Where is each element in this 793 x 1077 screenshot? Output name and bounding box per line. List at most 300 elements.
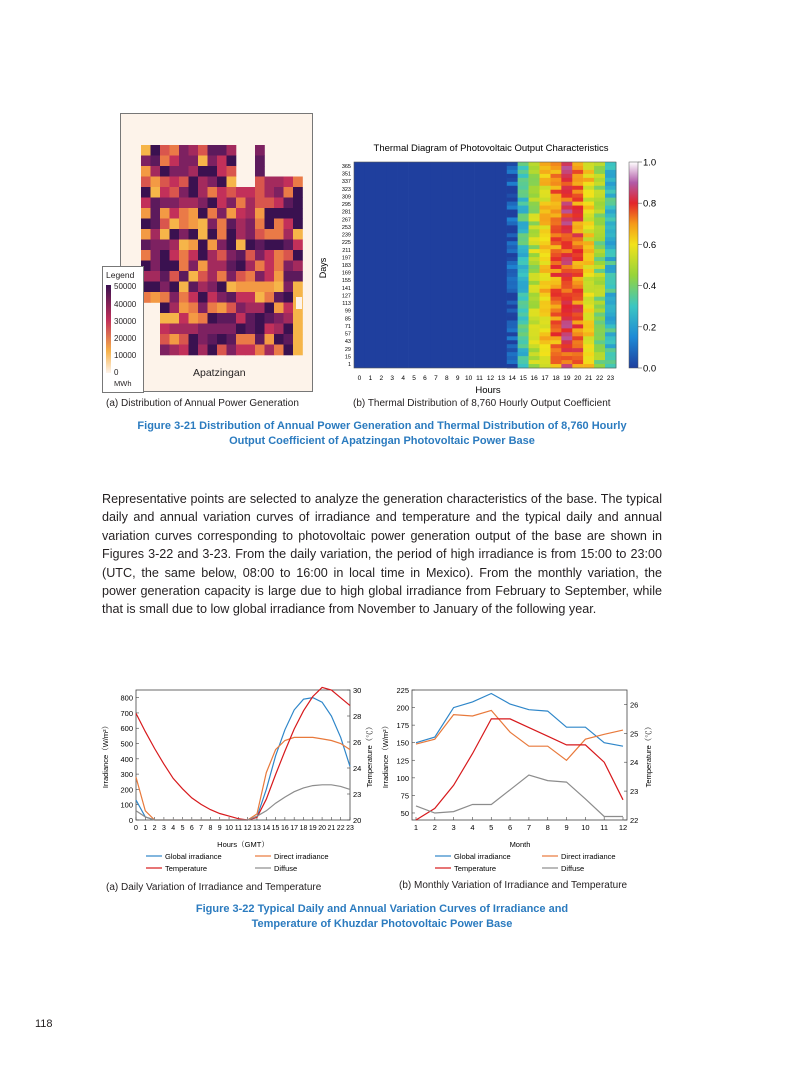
- map-cell: [265, 229, 275, 240]
- map-cell: [284, 345, 294, 356]
- map-cell: [160, 303, 170, 314]
- heatmap-cell: [605, 229, 616, 233]
- heatmap-cell: [583, 225, 594, 229]
- map-cell: [293, 229, 303, 240]
- heatmap-cell: [540, 360, 551, 364]
- x-tick-label: 5: [489, 823, 494, 832]
- map-cell: [170, 166, 180, 177]
- heatmap-cell: [572, 265, 583, 269]
- map-cell: [160, 229, 170, 240]
- colorbar-tick-label: 0.2: [643, 322, 657, 334]
- left-tick-label: 100: [120, 800, 133, 810]
- heatmap-cell: [572, 162, 583, 166]
- map-cell: [170, 250, 180, 261]
- heatmap-cell: [594, 360, 605, 364]
- legend-title: Legend: [106, 270, 135, 280]
- heatmap-cell: [605, 170, 616, 174]
- x-tick-label: 15: [271, 825, 280, 832]
- heatmap-cell: [518, 166, 529, 170]
- heatmap-cell: [507, 336, 518, 340]
- map-cell: [198, 261, 208, 272]
- map-cell: [198, 334, 208, 345]
- heatmap-cell: [518, 332, 529, 336]
- heatmap-cell: [507, 340, 518, 344]
- daily-ylabel-left: Irradiance（W/m²）: [101, 721, 110, 789]
- heatmap-cell: [561, 166, 572, 170]
- heatmap-cell: [594, 194, 605, 198]
- heatmap-cell: [572, 217, 583, 221]
- heatmap-cell: [507, 289, 518, 293]
- heatmap-ytick: 71: [344, 323, 351, 330]
- heatmap-cell: [529, 313, 540, 317]
- heatmap-cell: [551, 297, 562, 301]
- heatmap-xtick: 21: [585, 375, 593, 382]
- map-cell: [246, 313, 256, 324]
- heatmap-cell: [594, 182, 605, 186]
- heatmap-cell: [583, 206, 594, 210]
- map-cell: [160, 345, 170, 356]
- heatmap-cell: [540, 277, 551, 281]
- map-cell: [274, 240, 284, 251]
- heatmap-cell: [529, 305, 540, 309]
- heatmap-cell: [561, 340, 572, 344]
- map-cell: [208, 261, 218, 272]
- heatmap-cell: [561, 277, 572, 281]
- map-cell: [189, 345, 199, 356]
- map-cell: [246, 282, 256, 293]
- heatmap-cell: [572, 273, 583, 277]
- body-paragraph: Representative points are selected to analyze the generation characteristics of the base. The typical daily and annual variation curves of irradiance and temperature and the typical daily and annual variation curves corresponding to photovoltaic power generation output of the base are shown in Figures 3-22 and 3-23. From the daily variation, the period of high irradiance is from 15:00 to 23:00 (UTC, the same below, 08:00 to 16:00 in local time in Mexico). From the monthly variation, the power generation capacity is large due to high global irradiance from February to September, while that is small due to low global irradiance from November to January of the following year.: [102, 492, 662, 617]
- heatmap-cell: [572, 328, 583, 332]
- map-cell: [236, 282, 246, 293]
- map-cell: [217, 240, 227, 251]
- heatmap-cell: [540, 206, 551, 210]
- heatmap-cell: [561, 178, 572, 182]
- heatmap-cell: [529, 229, 540, 233]
- heatmap-cell: [583, 253, 594, 257]
- heatmap-cell: [583, 261, 594, 265]
- heatmap-cell: [583, 249, 594, 253]
- x-tick-label: 22: [336, 825, 345, 832]
- heatmap-cell: [594, 352, 605, 356]
- map-cell: [246, 187, 256, 198]
- heatmap-cell: [518, 336, 529, 340]
- heatmap-cell: [518, 348, 529, 352]
- map-cell: [151, 292, 161, 303]
- map-cell: [246, 229, 256, 240]
- colorbar: [629, 162, 638, 368]
- map-cell: [208, 292, 218, 303]
- x-tick-label: 1: [143, 825, 148, 832]
- heatmap-cell: [551, 214, 562, 218]
- heatmap-cell: [518, 261, 529, 265]
- map-cell: [217, 271, 227, 282]
- figure-3-22-caption-line1: Figure 3-22 Typical Daily and Annual Variation Curves of Irradiance and: [195, 903, 569, 915]
- heatmap-ytick: 169: [341, 270, 351, 277]
- heatmap-cell: [551, 194, 562, 198]
- map-cell: [227, 271, 237, 282]
- map-cell: [179, 240, 189, 251]
- heatmap-cell: [583, 305, 594, 309]
- map-cell: [293, 240, 303, 251]
- map-cell: [227, 145, 237, 156]
- map-cell: [265, 313, 275, 324]
- heatmap-cell: [529, 340, 540, 344]
- heatmap-cell: [572, 174, 583, 178]
- map-cell: [189, 250, 199, 261]
- heatmap-cell: [572, 198, 583, 202]
- map-cell: [227, 324, 237, 335]
- heatmap-cell: [518, 162, 529, 166]
- heatmap-cell: [605, 182, 616, 186]
- heatmap-cell: [572, 261, 583, 265]
- heatmap-cell: [561, 190, 572, 194]
- heatmap-ytick: 43: [344, 339, 351, 346]
- map-cell: [160, 240, 170, 251]
- heatmap-cell: [529, 182, 540, 186]
- heatmap-cell: [594, 277, 605, 281]
- map-cell: [227, 282, 237, 293]
- map-cell: [284, 219, 294, 230]
- heatmap-cell: [507, 237, 518, 241]
- heatmap-cell: [507, 186, 518, 190]
- map-cell: [265, 219, 275, 230]
- map-cell: [284, 240, 294, 251]
- map-cell: [151, 229, 161, 240]
- heatmap-xlabel: Hours: [475, 385, 501, 396]
- heatmap-cell: [551, 360, 562, 364]
- heatmap-cell: [551, 162, 562, 166]
- map-cell: [227, 219, 237, 230]
- heatmap-cell: [594, 162, 605, 166]
- heatmap-cell: [561, 356, 572, 360]
- heatmap-xtick: 0: [357, 375, 362, 382]
- heatmap-cell: [518, 360, 529, 364]
- daily-ylabel-right: Temperature（℃）: [365, 722, 374, 788]
- map-canvas: [121, 114, 312, 391]
- map-cell: [189, 166, 199, 177]
- heatmap-cell: [540, 257, 551, 261]
- heatmap-cell: [540, 233, 551, 237]
- map-cell: [274, 271, 284, 282]
- heatmap-cell: [572, 194, 583, 198]
- legend-value-20000: 20000: [114, 334, 137, 343]
- monthly-xlabel: Month: [509, 840, 531, 849]
- heatmap-cell: [605, 332, 616, 336]
- map-cell: [293, 324, 303, 335]
- figure-3-21-caption-line2: Output Coefficient of Apatzingan Photovoltaic Power Base: [229, 435, 535, 447]
- map-cell: [198, 292, 208, 303]
- left-tick-label: 75: [400, 791, 409, 801]
- heatmap-cell: [605, 356, 616, 360]
- map-cell: [170, 198, 180, 209]
- map-cell: [284, 303, 294, 314]
- heatmap-cell: [583, 297, 594, 301]
- heatmap-cell: [529, 261, 540, 265]
- map-cell: [141, 145, 151, 156]
- heatmap-cell: [583, 174, 594, 178]
- monthly-legend-temperature: Temperature: [454, 864, 497, 873]
- heatmap-cell: [594, 206, 605, 210]
- map-cell: [151, 145, 161, 156]
- map-cell: [284, 208, 294, 219]
- heatmap-cell: [518, 229, 529, 233]
- heatmap-cell: [605, 194, 616, 198]
- heatmap-cell: [605, 344, 616, 348]
- heatmap-cell: [507, 229, 518, 233]
- map-cell: [141, 219, 151, 230]
- monthly-variation-chart: [380, 684, 670, 884]
- heatmap-cell: [572, 166, 583, 170]
- heatmap-xtick: 15: [519, 375, 527, 382]
- map-cell: [227, 303, 237, 314]
- heatmap-cell: [529, 301, 540, 305]
- heatmap-cell: [583, 301, 594, 305]
- heatmap-cell: [540, 249, 551, 253]
- heatmap-cell: [572, 229, 583, 233]
- heatmap-cell: [518, 225, 529, 229]
- heatmap-cell: [551, 257, 562, 261]
- heatmap-xtick: 22: [596, 375, 604, 382]
- heatmap-cell: [605, 257, 616, 261]
- map-cell: [265, 303, 275, 314]
- heatmap-cell: [605, 198, 616, 202]
- heatmap-cell: [529, 194, 540, 198]
- map-cell: [189, 229, 199, 240]
- heatmap-cell: [551, 217, 562, 221]
- heatmap-cell: [594, 265, 605, 269]
- map-cell: [198, 208, 208, 219]
- heatmap-cell: [605, 336, 616, 340]
- heatmap-xtick: 12: [486, 375, 495, 382]
- heatmap-cell: [594, 340, 605, 344]
- heatmap-cell: [594, 328, 605, 332]
- heatmap-cell: [551, 344, 562, 348]
- heatmap-cell: [561, 324, 572, 328]
- map-gap: [296, 297, 302, 309]
- heatmap-ytick: 113: [342, 301, 351, 308]
- heatmap-cell: [572, 249, 583, 253]
- heatmap-cell: [540, 309, 551, 313]
- heatmap-cell: [529, 289, 540, 293]
- map-cell: [151, 208, 161, 219]
- heatmap-cell: [605, 214, 616, 218]
- heatmap-cell: [561, 305, 572, 309]
- map-cell: [189, 334, 199, 345]
- heatmap-cell: [507, 352, 518, 356]
- heatmap-cell: [583, 214, 594, 218]
- heatmap-cell: [594, 305, 605, 309]
- x-tick-label: 17: [290, 825, 299, 832]
- heatmap-cell: [540, 261, 551, 265]
- map-cell: [274, 198, 284, 209]
- heatmap-cell: [540, 348, 551, 352]
- heatmap-cell: [561, 328, 572, 332]
- series-line-global: [416, 694, 623, 747]
- right-tick-label: 20: [353, 816, 362, 825]
- heatmap-cell: [551, 225, 562, 229]
- heatmap-cell: [507, 217, 518, 221]
- right-tick-label: 22: [630, 816, 639, 825]
- heatmap-cell: [529, 245, 540, 249]
- heatmap-cell: [572, 293, 583, 297]
- map-cell: [198, 145, 208, 156]
- heatmap-cell: [605, 206, 616, 210]
- heatmap-cell: [605, 225, 616, 229]
- map-cell: [189, 219, 199, 230]
- heatmap-cell: [529, 320, 540, 324]
- heatmap-cell: [594, 293, 605, 297]
- heatmap-cell: [540, 229, 551, 233]
- heatmap-ytick: 29: [344, 346, 351, 353]
- heatmap-cell: [529, 233, 540, 237]
- heatmap-cell: [551, 289, 562, 293]
- map-cell: [141, 250, 151, 261]
- heatmap-cell: [583, 356, 594, 360]
- map-cell: [151, 166, 161, 177]
- heatmap-cell: [583, 324, 594, 328]
- right-tick-label: 23: [353, 790, 362, 799]
- x-tick-label: 9: [564, 823, 569, 832]
- map-cell: [274, 187, 284, 198]
- map-cell: [160, 271, 170, 282]
- heatmap-cell: [540, 217, 551, 221]
- heatmap-cell: [583, 237, 594, 241]
- heatmap-cell: [518, 352, 529, 356]
- map-cell: [141, 187, 151, 198]
- heatmap-cell: [583, 320, 594, 324]
- heatmap-cell: [561, 257, 572, 261]
- heatmap-cell: [529, 364, 540, 368]
- heatmap-cell: [605, 190, 616, 194]
- heatmap-cell: [594, 245, 605, 249]
- map-cell: [160, 313, 170, 324]
- heatmap-xtick: 18: [552, 375, 560, 382]
- map-cell: [255, 156, 265, 167]
- map-cell: [208, 324, 218, 335]
- heatmap-cell: [507, 198, 518, 202]
- map-cell: [284, 261, 294, 272]
- heatmap-cell: [572, 332, 583, 336]
- heatmap-cell: [518, 170, 529, 174]
- heatmap-cell: [561, 241, 572, 245]
- heatmap-cell: [518, 309, 529, 313]
- heatmap-cell: [583, 202, 594, 206]
- heatmap-cell: [507, 233, 518, 237]
- colorbar-tick-label: 1.0: [643, 157, 657, 169]
- heatmap-cell: [529, 277, 540, 281]
- heatmap-cell: [507, 170, 518, 174]
- map-cell: [170, 177, 180, 188]
- heatmap-cell: [529, 332, 540, 336]
- right-tick-label: 26: [630, 700, 639, 710]
- map-cell: [265, 261, 275, 272]
- heatmap-cell: [572, 309, 583, 313]
- left-tick-label: 100: [396, 773, 409, 783]
- heatmap-cell: [551, 166, 562, 170]
- map-cell: [198, 282, 208, 293]
- map-cell: [151, 187, 161, 198]
- map-cell: [255, 198, 265, 209]
- heatmap-cell: [594, 273, 605, 277]
- heatmap-cell: [594, 364, 605, 368]
- heatmap-cell: [605, 305, 616, 309]
- heatmap-xtick: 11: [476, 375, 483, 382]
- heatmap-cell: [561, 194, 572, 198]
- map-cell: [227, 166, 237, 177]
- left-tick-label: 200: [120, 785, 133, 795]
- map-cell: [236, 324, 246, 335]
- map-cell: [236, 250, 246, 261]
- heatmap-cell: [540, 356, 551, 360]
- heatmap-cell: [572, 313, 583, 317]
- heatmap-xtick: 16: [530, 375, 538, 382]
- map-cell: [265, 187, 275, 198]
- heatmap-cell: [561, 174, 572, 178]
- heatmap-cell: [605, 269, 616, 273]
- map-cell: [160, 250, 170, 261]
- heatmap-cell: [583, 217, 594, 221]
- heatmap-cell: [507, 313, 518, 317]
- map-cell: [246, 198, 256, 209]
- map-cell: [274, 250, 284, 261]
- monthly-legend-direct: Direct irradiance: [561, 852, 616, 861]
- map-cell: [284, 187, 294, 198]
- map-cell: [141, 208, 151, 219]
- heatmap-cell: [551, 241, 562, 245]
- heatmap-cell: [518, 233, 529, 237]
- heatmap-cell: [605, 317, 616, 321]
- map-cell: [227, 177, 237, 188]
- heatmap-cell: [507, 273, 518, 277]
- heatmap-cell: [551, 317, 562, 321]
- heatmap-cell: [518, 356, 529, 360]
- heatmap-column-hour-4: [398, 162, 409, 368]
- heatmap-cell: [518, 265, 529, 269]
- heatmap-cell: [518, 178, 529, 182]
- heatmap-cell: [507, 210, 518, 214]
- heatmap-cell: [540, 198, 551, 202]
- map-cell: [160, 292, 170, 303]
- heatmap-cell: [572, 253, 583, 257]
- map-cell: [293, 219, 303, 230]
- heatmap-cell: [594, 233, 605, 237]
- map-cell: [160, 177, 170, 188]
- heatmap-cell: [572, 340, 583, 344]
- map-cell: [255, 187, 265, 198]
- map-cell: [293, 271, 303, 282]
- map-cell: [179, 292, 189, 303]
- heatmap-cell: [540, 340, 551, 344]
- heatmap-cell: [594, 225, 605, 229]
- heatmap-cell: [572, 281, 583, 285]
- heatmap-cell: [561, 265, 572, 269]
- heatmap-cell: [507, 253, 518, 257]
- map-cell: [293, 177, 303, 188]
- heatmap-cell: [551, 313, 562, 317]
- map-cell: [265, 240, 275, 251]
- heatmap-cell: [518, 297, 529, 301]
- left-tick-label: 200: [396, 703, 409, 713]
- heatmap-cell: [561, 198, 572, 202]
- heatmap-cell: [540, 352, 551, 356]
- map-cell: [141, 156, 151, 167]
- map-cell: [151, 240, 161, 251]
- map-cell: [236, 345, 246, 356]
- heatmap-cell: [605, 241, 616, 245]
- heatmap-cell: [507, 277, 518, 281]
- x-tick-label: 18: [299, 825, 308, 832]
